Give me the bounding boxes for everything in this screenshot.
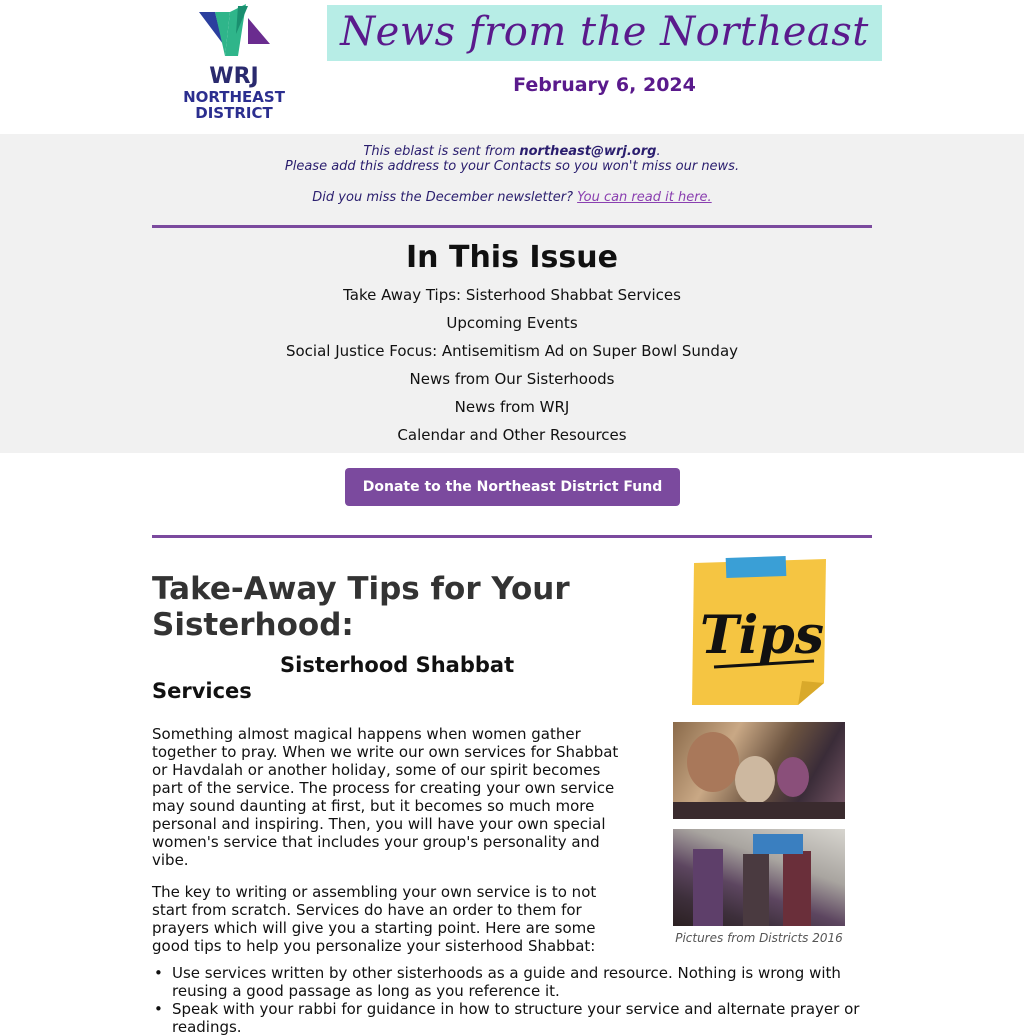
newsletter-header: [0, 0, 1024, 134]
district-photo: [673, 722, 845, 819]
article-paragraph: Something almost magical happens when women gather together to pray. When we write our own services for Shabbat or Havdalah or another holiday, some of our spirit becomes part of the service. The process for creating your own service may sound daunting at first, but it becomes so much more personal and inspiring. Then, you will have your own special women's service that includes your group's personality and vibe.: [152, 725, 619, 869]
sender-email[interactable]: northeast@wrj.org: [519, 144, 657, 159]
list-item: • Speak with your rabbi for guidance in how to structure your service and alternate prayer or readings.: [152, 1000, 872, 1036]
toc-list: [0, 284, 1024, 452]
issue-date: February 6, 2024: [513, 74, 696, 96]
logo-district-text: DISTRICT: [195, 104, 273, 122]
subtitle-line-2: Services: [152, 679, 252, 703]
logo-northeast-text: NORTHEAST: [183, 88, 285, 106]
toc-item[interactable]: News from Our Sisterhoods: [409, 370, 615, 388]
photo-caption: Pictures from Districts 2016: [675, 931, 843, 945]
subtitle-line-1: Sisterhood Shabbat: [280, 653, 515, 677]
eblast-notice: [0, 144, 1024, 174]
newsletter-title: News from the Northeast: [340, 9, 869, 55]
toc-item[interactable]: News from WRJ: [454, 398, 570, 416]
article-paragraph: The key to writing or assembling your own service is to not start from scratch. Services do have an order to them for prayers which will give you a starting point. Here are some good tips to help you personalize your sisterhood Shabbat:: [152, 883, 597, 955]
section-divider: [152, 535, 872, 538]
add-contacts-text: Please add this address to your Contacts so you won't miss our news.: [284, 159, 740, 174]
eblast-prefix: This eblast is sent from: [363, 144, 520, 159]
title-banner: [327, 5, 882, 61]
district-photo: [673, 829, 845, 926]
toc-item[interactable]: Upcoming Events: [446, 314, 578, 332]
toc-item[interactable]: Social Justice Focus: Antisemitism Ad on Super Bowl Sunday: [285, 342, 739, 360]
article-subtitle: [152, 652, 632, 704]
toc-item[interactable]: Calendar and Other Resources: [397, 426, 627, 444]
wrj-logo-mark-icon: [168, 4, 300, 64]
intro-band: [0, 134, 1024, 453]
donate-button[interactable]: Donate to the Northeast District Fund: [345, 468, 680, 506]
wrj-logo[interactable]: [168, 4, 300, 122]
article-title: Take-Away Tips for Your Sisterhood:: [152, 571, 570, 643]
toc-title: In This Issue: [406, 240, 618, 275]
list-item: • Use services written by other sisterhoods as a guide and resource. Nothing is wrong with reusing a good passage as long as you reference it.: [152, 964, 872, 1000]
missed-newsletter-text: Did you miss the December newsletter?: [312, 190, 578, 205]
tips-image-text: Tips: [699, 605, 825, 666]
section-divider: [152, 225, 872, 228]
tips-list: [152, 964, 872, 1036]
toc-item[interactable]: Take Away Tips: Sisterhood Shabbat Services: [343, 286, 681, 304]
eblast-suffix: .: [656, 144, 661, 159]
missed-newsletter: [0, 190, 1024, 205]
tips-sticky-note-image: [686, 555, 831, 710]
read-december-link[interactable]: You can read it here.: [577, 190, 712, 205]
logo-wrj-text: WRJ: [209, 64, 259, 89]
